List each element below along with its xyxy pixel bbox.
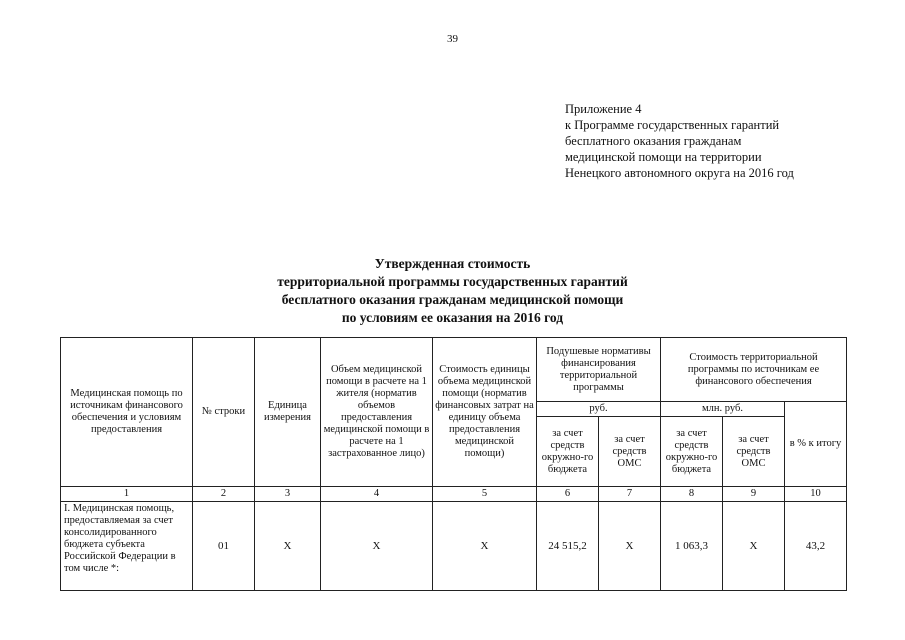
appendix-line: бесплатного оказания гражданам bbox=[565, 134, 742, 148]
header-unit-rub: руб. bbox=[537, 402, 661, 417]
row-unit: Х bbox=[255, 502, 321, 591]
column-number: 7 bbox=[599, 487, 661, 502]
column-number-row bbox=[61, 487, 847, 502]
header-medical-care: Медицинская помощь по источникам финансового обеспечения и условиям предоставления bbox=[61, 338, 193, 487]
appendix-line: к Программе государственных гарантий bbox=[565, 118, 780, 132]
column-number: 3 bbox=[255, 487, 321, 502]
title-line: по условиям ее оказания на 2016 год bbox=[341, 310, 564, 325]
row-budget-mln: 1 063,3 bbox=[661, 502, 723, 591]
header-per-capita-group: Подушевые нормативы финансирования территориальной программы bbox=[537, 338, 661, 402]
appendix-block bbox=[565, 101, 885, 181]
column-number: 4 bbox=[321, 487, 433, 502]
header-program-cost-group: Стоимость территориальной программы по источникам ее финансового обеспечения bbox=[661, 338, 847, 402]
row-oms-rub: Х bbox=[599, 502, 661, 591]
header-percent: в % к итогу bbox=[785, 402, 847, 487]
column-number: 6 bbox=[537, 487, 599, 502]
row-name: I. Медицинская помощь, предоставляемая за счет консолидированного бюджета субъекта Российской Федерации в том числе *: bbox=[61, 502, 193, 591]
header-budget-mln: за счет средств окружно-го бюджета bbox=[661, 417, 723, 487]
row-unit-cost: Х bbox=[433, 502, 537, 591]
appendix-line: медицинской помощи на территории bbox=[565, 150, 762, 164]
header-line-number: № строки bbox=[193, 338, 255, 487]
header-unit: Единица измерения bbox=[255, 338, 321, 487]
document-title bbox=[0, 255, 905, 327]
header-oms-mln: за счет средств ОМС bbox=[723, 417, 785, 487]
row-percent: 43,2 bbox=[785, 502, 847, 591]
table-row bbox=[61, 502, 847, 591]
row-line-number: 01 bbox=[193, 502, 255, 591]
row-budget-rub: 24 515,2 bbox=[537, 502, 599, 591]
header-unit-mln-rub: млн. руб. bbox=[661, 402, 785, 417]
title-line: бесплатного оказания гражданам медицинской помощи bbox=[281, 292, 624, 307]
appendix-line: Ненецкого автономного округа на 2016 год bbox=[565, 166, 794, 180]
row-volume: Х bbox=[321, 502, 433, 591]
program-cost-table bbox=[60, 337, 847, 591]
title-line: Утвержденная стоимость bbox=[374, 256, 531, 271]
column-number: 8 bbox=[661, 487, 723, 502]
column-number: 5 bbox=[433, 487, 537, 502]
page-number: 39 bbox=[447, 33, 458, 45]
column-number: 9 bbox=[723, 487, 785, 502]
row-oms-mln: Х bbox=[723, 502, 785, 591]
title-line: территориальной программы государственных гарантий bbox=[277, 274, 628, 289]
header-budget-rub: за счет средств окружно-го бюджета bbox=[537, 417, 599, 487]
header-volume: Объем медицинской помощи в расчете на 1 жителя (норматив объемов предоставления медицинской помощи в расчете на 1 застрахованное лицо) bbox=[321, 338, 433, 487]
appendix-line: Приложение 4 bbox=[565, 102, 642, 116]
header-oms-rub: за счет средств ОМС bbox=[599, 417, 661, 487]
column-number: 2 bbox=[193, 487, 255, 502]
column-number: 1 bbox=[61, 487, 193, 502]
header-unit-cost: Стоимость единицы объема медицинской помощи (норматив финансовых затрат на единицу объема предоставления медицинской помощи) bbox=[433, 338, 537, 487]
column-number: 10 bbox=[785, 487, 847, 502]
